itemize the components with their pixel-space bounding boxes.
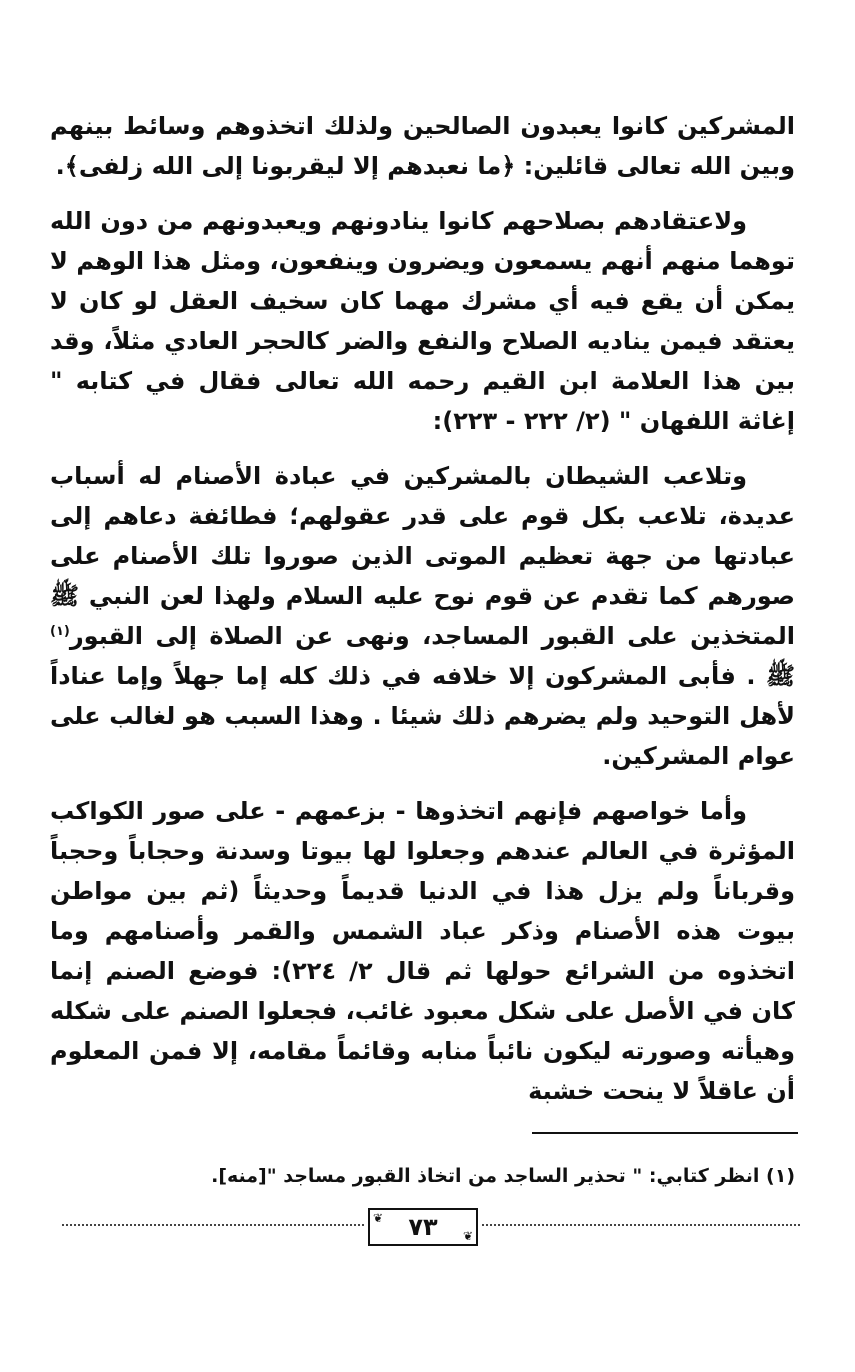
- footer-dotted-line-right: [482, 1224, 800, 1226]
- paragraph-2-text: ولاعتقادهم بصلاحهم كانوا ينادونهم ويعبدونهم من دون الله توهما منهم أنهم يسمعون ويضرون وينفعون، ومثل هذا الوهم لا يمكن أن يقع فيه أي مشرك مهما كان سخيف العقل لو كان لا يعتقد فيمن يناديه الصلاح والنفع والضر كالحجر العادي مثلاً، وقد بين هذا العلامة ابن القيم رحمه الله تعالى فقال في كتابه " إغاثة اللفهان " (٢/ ٢٢٢ - ٢٢٣):: [50, 207, 795, 435]
- page-number: ٧٣: [408, 1213, 438, 1241]
- footer-dotted-line-left: [62, 1224, 364, 1226]
- paragraph-3-text-before: وتلاعب الشيطان بالمشركين في عبادة الأصنام له أسباب عديدة، تلاعب بكل قوم على قدر عقولهم؛ فطائفة دعاهم إلى عبادتها من جهة تعظيم الموتى الذين صوروا تلك الأصنام على صورهم كما تقدم عن قوم نوح عليه السلام ولهذا لعن النبي ﷺ المتخذين على القبور المساجد، ونهى عن الصلاة إلى القبور: [50, 462, 795, 650]
- footnote: [50, 1162, 795, 1190]
- paragraph-3-text-after: ﷺ . فأبى المشركون إلا خلافه في ذلك كله إما جهلاً وإما عناداً لأهل التوحيد ولم يضرهم ذلك شيئا . وهذا السبب هو لغالب على عوام المشركين.: [50, 662, 795, 770]
- paragraph-3: [50, 456, 795, 776]
- body-text: [50, 106, 795, 1111]
- paragraph-2: [50, 201, 795, 441]
- ornament-icon: ❦: [373, 1211, 384, 1225]
- paragraph-4: [50, 791, 795, 1111]
- footnote-separator: [532, 1132, 798, 1134]
- paragraph-4-text: وأما خواصهم فإنهم اتخذوها - بزعمهم - على صور الكواكب المؤثرة في العالم عندهم وجعلوا لها بيوتا وسدنة وحجاباً وحجباً وقرباناً ولم يزل هذا في الدنيا قديماً وحديثاً (ثم بين مواطن بيوت هذه الأصنام وذكر عباد الشمس والقمر وأصنامهم وما اتخذوه من الشرائع حولها ثم قال ٢/ ٢٢٤): فوضع الصنم إنما كان في الأصل على شكل معبود غائب، فجعلوا الصنم على شكله وهيأته وصورته ليكون نائباً منابه وقائماً مقامه، إلا فمن المعلوم أن عاقلاً لا ينحت خشبة: [50, 797, 796, 1105]
- footnote-text: (١) انظر كتابي: " تحذير الساجد من اتخاذ القبور مساجد "[منه].: [211, 1165, 795, 1187]
- footnote-reference[interactable]: (١): [50, 624, 70, 639]
- ornament-icon: ❦: [462, 1229, 473, 1243]
- paragraph-1: [50, 106, 795, 186]
- page-number-frame: [368, 1208, 478, 1246]
- paragraph-1-text: المشركين كانوا يعبدون الصالحين ولذلك اتخذوهم وسائط بينهم وبين الله تعالى قائلين: ﴿ما نعبدهم إلا ليقربونا إلى الله زلفى﴾.: [50, 112, 795, 180]
